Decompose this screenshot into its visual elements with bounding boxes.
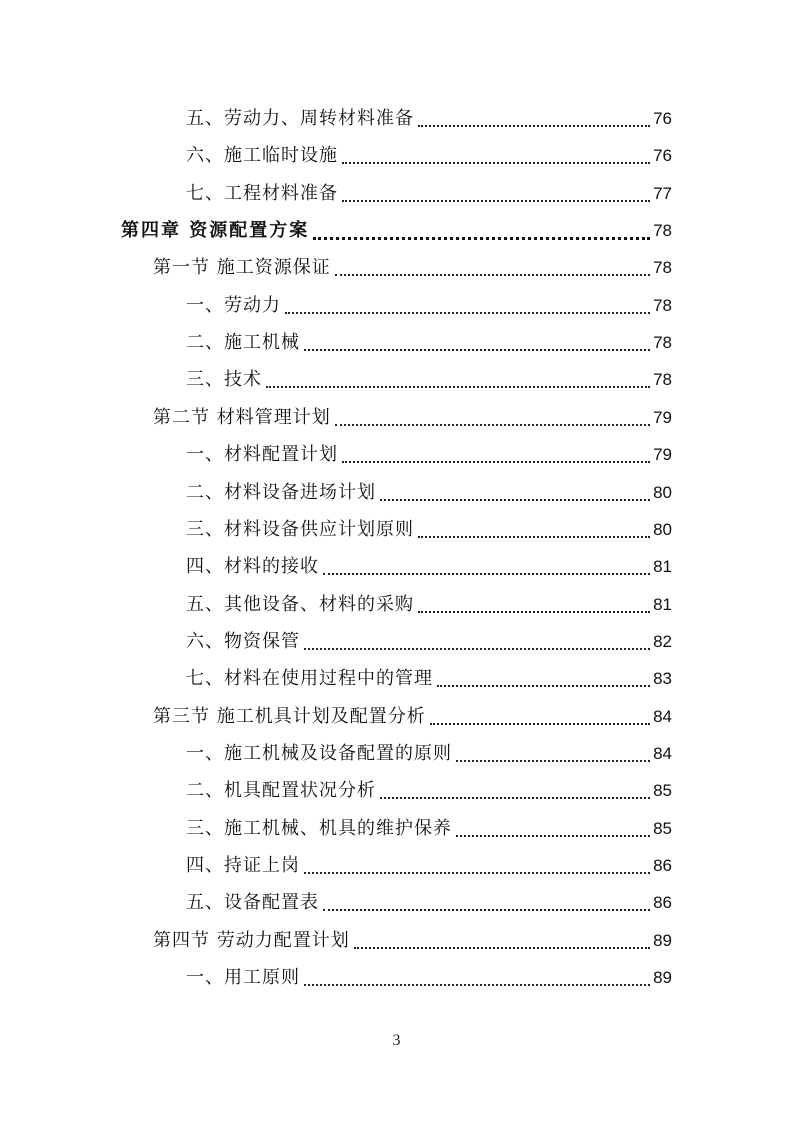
dot-leader xyxy=(380,499,650,501)
toc-entry-page: 84 xyxy=(653,743,672,763)
toc-entry-page: 78 xyxy=(653,258,672,278)
dot-leader xyxy=(342,461,650,463)
dot-leader xyxy=(418,125,650,127)
toc-entry-item[interactable] xyxy=(186,627,672,657)
toc-entry-page: 82 xyxy=(653,631,672,651)
toc-entry-label: 一、劳动力 xyxy=(186,294,281,316)
toc-entry-label: 七、工程材料准备 xyxy=(186,182,338,204)
toc-entry-label: 第三节 施工机具计划及配置分析 xyxy=(153,705,426,727)
toc-entry-item[interactable] xyxy=(186,291,672,321)
toc-entry-label: 二、材料设备进场计划 xyxy=(186,481,376,503)
toc-entry-section[interactable] xyxy=(153,702,672,732)
toc-entry-page: 83 xyxy=(653,669,672,689)
toc-entry-label: 二、施工机械 xyxy=(186,332,300,354)
toc-entry-page: 77 xyxy=(653,183,672,203)
dot-leader xyxy=(304,349,650,351)
toc-entry-page: 78 xyxy=(653,221,672,241)
toc-entry-page: 89 xyxy=(653,968,672,988)
toc-entry-section[interactable] xyxy=(153,403,672,433)
toc-entry-label: 三、技术 xyxy=(186,369,262,391)
dot-leader xyxy=(430,723,650,725)
dot-leader xyxy=(304,872,650,874)
toc-entry-item[interactable] xyxy=(186,365,672,395)
dot-leader xyxy=(418,611,650,613)
toc-entry-label: 第四节 劳动力配置计划 xyxy=(153,929,350,951)
toc-entry-page: 85 xyxy=(653,781,672,801)
toc-entry-item[interactable] xyxy=(186,552,672,582)
toc-entry-label: 四、持证上岗 xyxy=(186,855,300,876)
toc-entry-page: 86 xyxy=(653,856,672,875)
dot-leader xyxy=(456,760,650,762)
toc-entry-item[interactable] xyxy=(186,963,672,993)
dot-leader xyxy=(437,685,650,687)
toc-entry-page: 78 xyxy=(653,333,672,353)
toc-entry-item[interactable] xyxy=(186,888,672,918)
dot-leader xyxy=(323,909,650,911)
toc-entry-label: 五、劳动力、周转材料准备 xyxy=(186,108,414,129)
dot-leader xyxy=(418,536,650,538)
dot-leader xyxy=(313,237,650,240)
dot-leader xyxy=(304,984,650,986)
toc-entry-page: 80 xyxy=(653,482,672,502)
dot-leader xyxy=(342,200,650,202)
toc-entry-section[interactable] xyxy=(153,926,672,956)
toc-entry-label: 四、材料的接收 xyxy=(186,556,319,578)
page-number: 3 xyxy=(392,1032,401,1049)
toc-entry-item[interactable] xyxy=(186,851,672,881)
toc-entry-chapter[interactable] xyxy=(121,216,672,246)
dot-leader xyxy=(342,162,650,164)
dot-leader xyxy=(285,312,650,314)
toc-entry-page: 76 xyxy=(653,109,672,128)
toc-entry-label: 三、材料设备供应计划原则 xyxy=(186,518,414,540)
dot-leader xyxy=(335,424,650,426)
toc-entry-label: 七、材料在使用过程中的管理 xyxy=(186,668,433,690)
toc-entry-item[interactable] xyxy=(186,664,672,694)
toc-entry-label: 六、物资保管 xyxy=(186,630,300,652)
toc-entry-page: 85 xyxy=(653,818,672,838)
toc-entry-item[interactable] xyxy=(186,104,672,134)
toc-entry-label: 第二节 材料管理计划 xyxy=(153,406,331,428)
toc-entry-page: 84 xyxy=(653,706,672,726)
toc-entry-item[interactable] xyxy=(186,515,672,545)
toc-entry-label: 二、机具配置状况分析 xyxy=(186,780,376,802)
dot-leader xyxy=(354,947,650,949)
toc-entry-page: 76 xyxy=(653,146,672,166)
toc-entry-page: 81 xyxy=(653,594,672,614)
toc-entry-page: 78 xyxy=(653,295,672,315)
toc-entry-page: 89 xyxy=(653,930,672,950)
toc-entry-page: 86 xyxy=(653,893,672,913)
dot-leader xyxy=(335,274,650,276)
toc-entry-label: 一、材料配置计划 xyxy=(186,444,338,466)
dot-leader xyxy=(266,386,650,388)
toc-entry-item[interactable] xyxy=(186,179,672,209)
toc-entry-item[interactable] xyxy=(186,478,672,508)
dot-leader xyxy=(304,648,650,650)
dot-leader xyxy=(380,797,650,799)
toc-entry-item[interactable] xyxy=(186,814,672,844)
toc-entry-item[interactable] xyxy=(186,440,672,470)
toc-entry-item[interactable] xyxy=(186,776,672,806)
toc-entry-page: 79 xyxy=(653,407,672,427)
toc-entry-label: 一、施工机械及设备配置的原则 xyxy=(186,742,452,764)
toc-entry-label: 五、设备配置表 xyxy=(186,892,319,914)
toc-entry-label: 第四章 资源配置方案 xyxy=(121,220,310,242)
dot-leader xyxy=(456,835,650,837)
toc-entry-page: 80 xyxy=(653,519,672,539)
toc-entry-label: 一、用工原则 xyxy=(186,967,300,989)
toc-entry-item[interactable] xyxy=(186,328,672,358)
toc-entry-page: 78 xyxy=(653,370,672,390)
toc-entry-page: 81 xyxy=(653,557,672,577)
toc-entry-label: 第一节 施工资源保证 xyxy=(153,257,331,279)
toc-entry-item[interactable] xyxy=(186,590,672,620)
toc-entry-page: 79 xyxy=(653,445,672,465)
toc-entry-label: 五、其他设备、材料的采购 xyxy=(186,593,414,615)
toc-entry-section[interactable] xyxy=(153,253,672,283)
toc-entry-item[interactable] xyxy=(186,739,672,769)
dot-leader xyxy=(323,573,650,575)
toc-entry-label: 三、施工机械、机具的维护保养 xyxy=(186,817,452,839)
toc-entry-item[interactable] xyxy=(186,141,672,171)
toc-entry-label: 六、施工临时设施 xyxy=(186,145,338,167)
